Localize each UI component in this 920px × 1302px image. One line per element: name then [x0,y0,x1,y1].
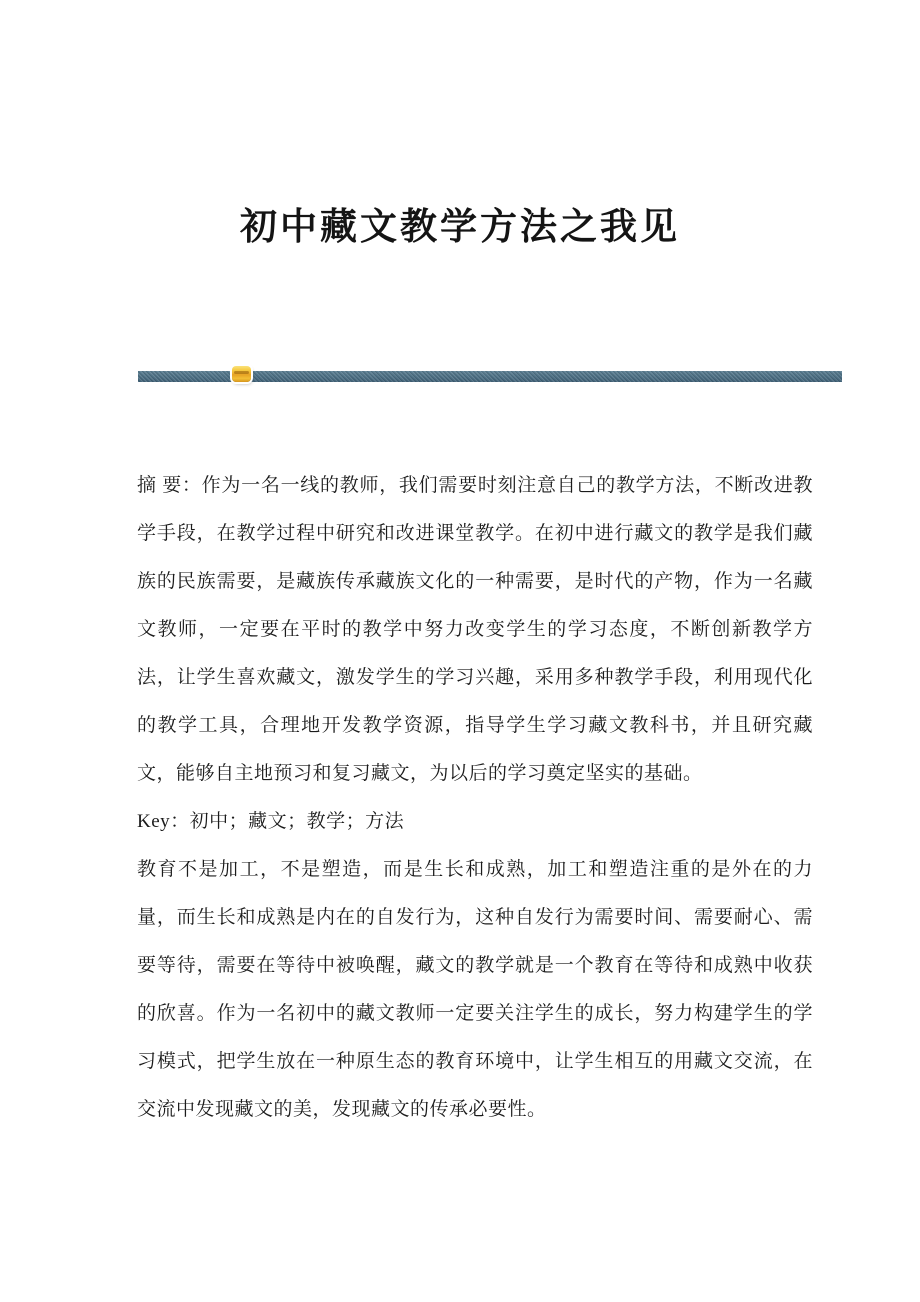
abstract-line: 文教师，一定要在平时的教学中努力改变学生的学习态度，不断创新教学方 [137,619,813,640]
keywords-line: Key：初中；藏文；教学；方法 [137,811,405,832]
gold-seal-icon [232,366,251,382]
abstract-line: 文，能够自主地预习和复习藏文，为以后的学习奠定坚实的基础。 [137,763,703,784]
document-title: 初中藏文教学方法之我见 [240,207,680,248]
body-paragraph [137,846,813,1134]
abstract-line: 法，让学生喜欢藏文，激发学生的学习兴趣，采用多种教学手段，利用现代化 [137,667,813,688]
body-line: 教育不是加工，不是塑造，而是生长和成熟，加工和塑造注重的是外在的力 [137,859,813,880]
abstract-paragraph [137,462,813,798]
abstract-line: 族的民族需要，是藏族传承藏族文化的一种需要，是时代的产物，作为一名藏 [137,571,813,592]
document-text [137,462,813,1134]
body-line: 的欣喜。作为一名初中的藏文教师一定要关注学生的成长，努力构建学生的学 [137,1003,813,1024]
body-line: 量，而生长和成熟是内在的自发行为，这种自发行为需要时间、需要耐心、需 [137,907,813,928]
section-divider [138,371,842,382]
body-line: 要等待，需要在等待中被唤醒，藏文的教学就是一个教育在等待和成熟中收获 [137,955,813,976]
body-line: 习模式，把学生放在一种原生态的教育环境中，让学生相互的用藏文交流，在 [137,1051,813,1072]
abstract-line: 学手段，在教学过程中研究和改进课堂教学。在初中进行藏文的教学是我们藏 [137,523,813,544]
abstract-line: 的教学工具，合理地开发教学资源，指导学生学习藏文教科书，并且研究藏 [137,715,813,736]
body-line: 交流中发现藏文的美，发现藏文的传承必要性。 [137,1099,547,1120]
abstract-line: 摘 要：作为一名一线的教师，我们需要时刻注意自己的教学方法，不断改进教 [137,475,813,496]
